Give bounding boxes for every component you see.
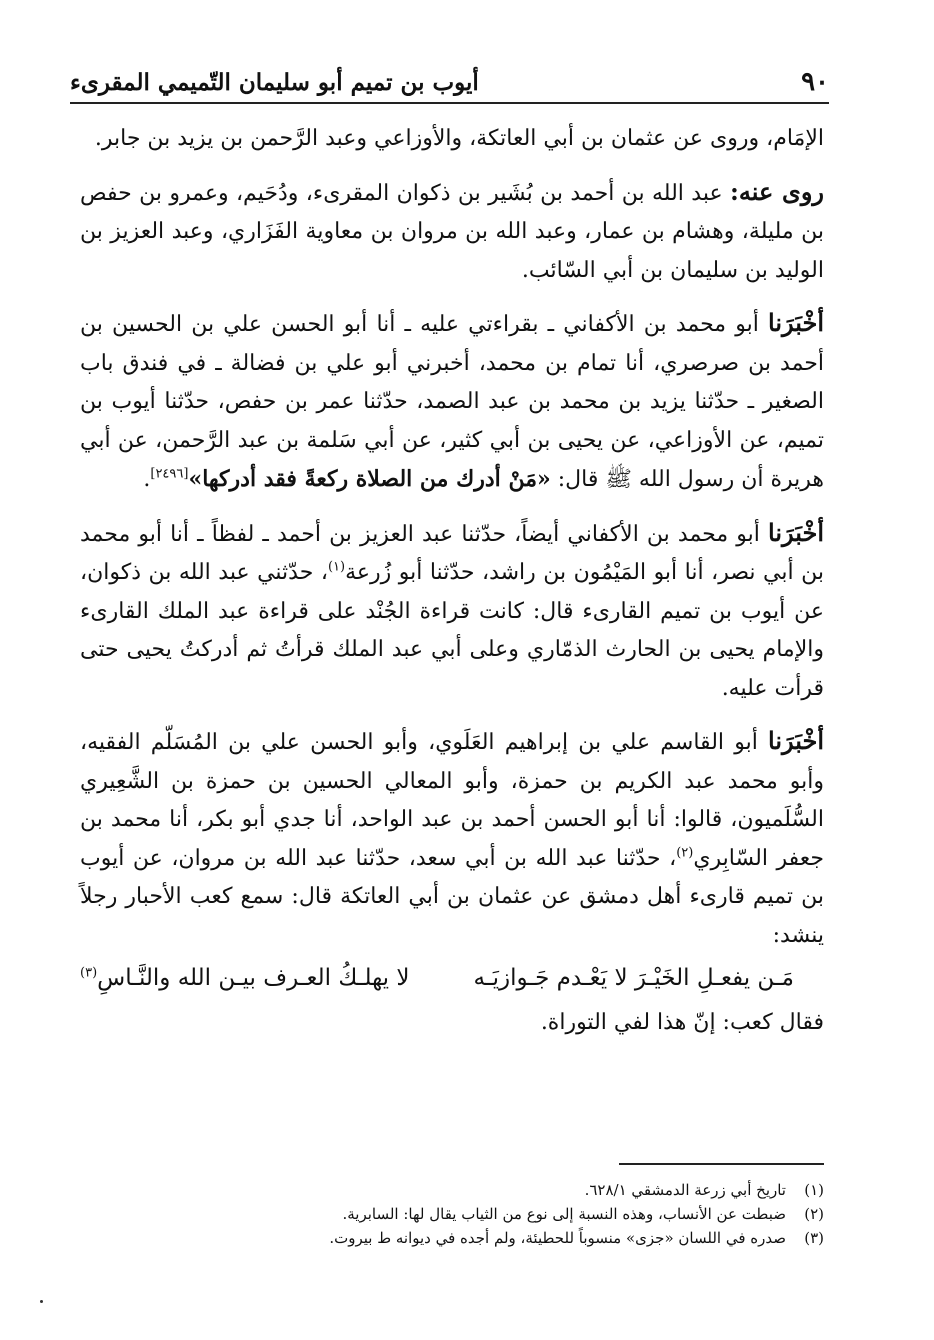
isnad-text: أبو محمد بن الأكفاني ـ بقراءتي عليه ـ أنا أبو الحسن علي بن الحسين بن أحمد بن صرصري، أنا تمام بن محمد، أخبرني أبو علي بن فضالة ـ في فندق باب الصغير ـ حدّثنا يزيد بن محمد بن عبد الصمد، حدّثنا عمر بن حفص، حدّثنا أيوب بن تميم، عن الأوزاعي، عن يحيى بن أبي كثير، عن أبي سَلمة بن عبد الرَّحمن، عن أبي هريرة أن رسول الله ﷺ قال: (80, 312, 824, 492)
footnote-1 (80, 1178, 824, 1202)
paragraph-narrators (80, 173, 824, 291)
verse-second-hemistich: لا يهلـكُ العـرف بيـن الله والنَّـاسِ$^{(٣)}$ (80, 965, 410, 991)
scan-speck (40, 1300, 43, 1303)
footnote-number: (٣) (804, 1229, 824, 1247)
akhbarana-keyword: أخْبَرَنا (768, 517, 824, 547)
akhbarana-keyword: أخْبَرَنا (768, 726, 824, 755)
footnotes (80, 1178, 824, 1250)
reading-chain-text-b: ، حدّثني عبد الله بن ذكوان، عن أيوب بن تميم القارىء قال: كانت قراءة الجُنْد على قراءة عبد الملك القارىء والإمام يحيى بن الحارث الذمّاري وعلى أبي عبد الملك قرأتُ ثم أدركتُ يحيى حتى قرأت عليه. (80, 560, 824, 701)
paragraph-hadith-2496: أخْبَرَنا أبو محمد بن الأكفاني ـ بقراءتي عليه ـ أنا أبو الحسن علي بن الحسين بن أحمد بن صرصري، أنا تمام بن محمد، أخبرني أبو علي بن فضالة ـ في فندق باب الصغير ـ حدّثنا يزيد بن محمد بن عبد الصمد، حدّثنا عمر بن حفص، حدّثنا أيوب بن تميم، عن الأوزاعي، عن يحيى بن أبي كثير، عن أبي سَلمة بن عبد الرَّحمن، عن أبي هريرة أن رسول الله ﷺ قال: «مَنْ أدرك من الصلاة ركعةً فقد أدركها»[٢٤٩٦]. (80, 308, 824, 492)
footnote-text: صدره في اللسان «جزى» منسوباً للحطيئة، ولم أجده في ديوانه ط بيروت. (329, 1229, 786, 1247)
kaab-text-a: أبو القاسم علي بن إبراهيم العَلَوي، وأبو الحسن علي بن المُسَلّم الفقيه، وأبو محمد عبد الكريم بن حمزة، وأبو المعالي الحسين بن حمزة بن الشَّعِيري السُّلَميون، قالوا: أنا أبو الحسن أحمد بن عبد الواحد، أنا جدي أبو بكر، أنا محمد بن جعفر السّابِري (80, 730, 824, 871)
footnote-number: (٢) (804, 1205, 824, 1223)
poetry-verse (80, 959, 824, 998)
paragraph-closing (80, 1004, 824, 1043)
paragraph-1 (80, 120, 824, 159)
reading-chain-text-a: أبو محمد بن الأكفاني أيضاً، حدّثنا عبد العزيز بن أحمد ـ لفظاً ـ أنا أبو محمد بن أبي نصر، أنا أبو المَيْمُون بن راشد، حدّثنا أبو زُرعة (80, 521, 824, 585)
narrators-keyword: روى عنه: (730, 176, 825, 206)
footnote-divider (619, 1163, 824, 1165)
paragraph-kaab (80, 722, 824, 955)
page-header (70, 62, 829, 104)
main-text (80, 120, 824, 1056)
narrators-text: عبد الله بن أحمد بن بُشَير بن ذكوان المقرىء، ودُحَيم، وعمرو بن حفص بن مليلة، وهشام بن عمار، وعبد الله بن مروان بن معاوية الفَزَاري، وعبد العزيز بن الوليد بن سليمان بن أبي السّائب. (80, 180, 824, 283)
paragraph-reading-chain (80, 514, 824, 709)
paragraph-1-text: الإمَام، وروى عن عثمان بن أبي العاتكة، والأوزاعي وعبد الرَّحمن بن يزيد بن جابر. (94, 126, 824, 151)
closing-text: فقال كعب: إنّ هذا لفي التوراة. (540, 1009, 824, 1035)
footnote-text: تاريخ أبي زرعة الدمشقي ٦٢٨/١. (584, 1181, 786, 1199)
footnote-marker-1: (١) (327, 559, 346, 575)
verse-first-hemistich: مَـن يفعـلِ الخَيْـرَ لا يَعْـدم جَـوازيَـه (473, 965, 794, 991)
footnote-number: (١) (804, 1181, 824, 1199)
footnote-marker-2: (٢) (676, 845, 694, 861)
akhbarana-keyword: أخْبَرَنا (768, 308, 824, 337)
hadith-reference: [٢٤٩٦] (150, 466, 189, 482)
kaab-text-b: ، حدّثنا عبد الله بن أبي سعد، حدّثنا عبد الله بن مروان، عن أيوب بن تميم قارىء أهل دمشق عن عثمان بن أبي العاتكة قال: سمع كعب الأحبار رجلاً ينشد: (80, 845, 824, 948)
footnote-marker-3: (٣) (80, 965, 98, 981)
footnote-text: ضبطت عن الأنساب، وهذه النسبة إلى نوع من الثياب يقال لها: السابرية. (342, 1205, 786, 1223)
footnote-3 (80, 1226, 824, 1250)
page-number: ٩٠ (801, 67, 829, 97)
hadith-quote: «مَنْ أدرك من الصلاة ركعةً فقد أدركها» (188, 466, 551, 492)
footnote-2 (80, 1202, 824, 1226)
running-title: أيوب بن تميم أبو سليمان التّميمي المقرىء (70, 68, 479, 96)
